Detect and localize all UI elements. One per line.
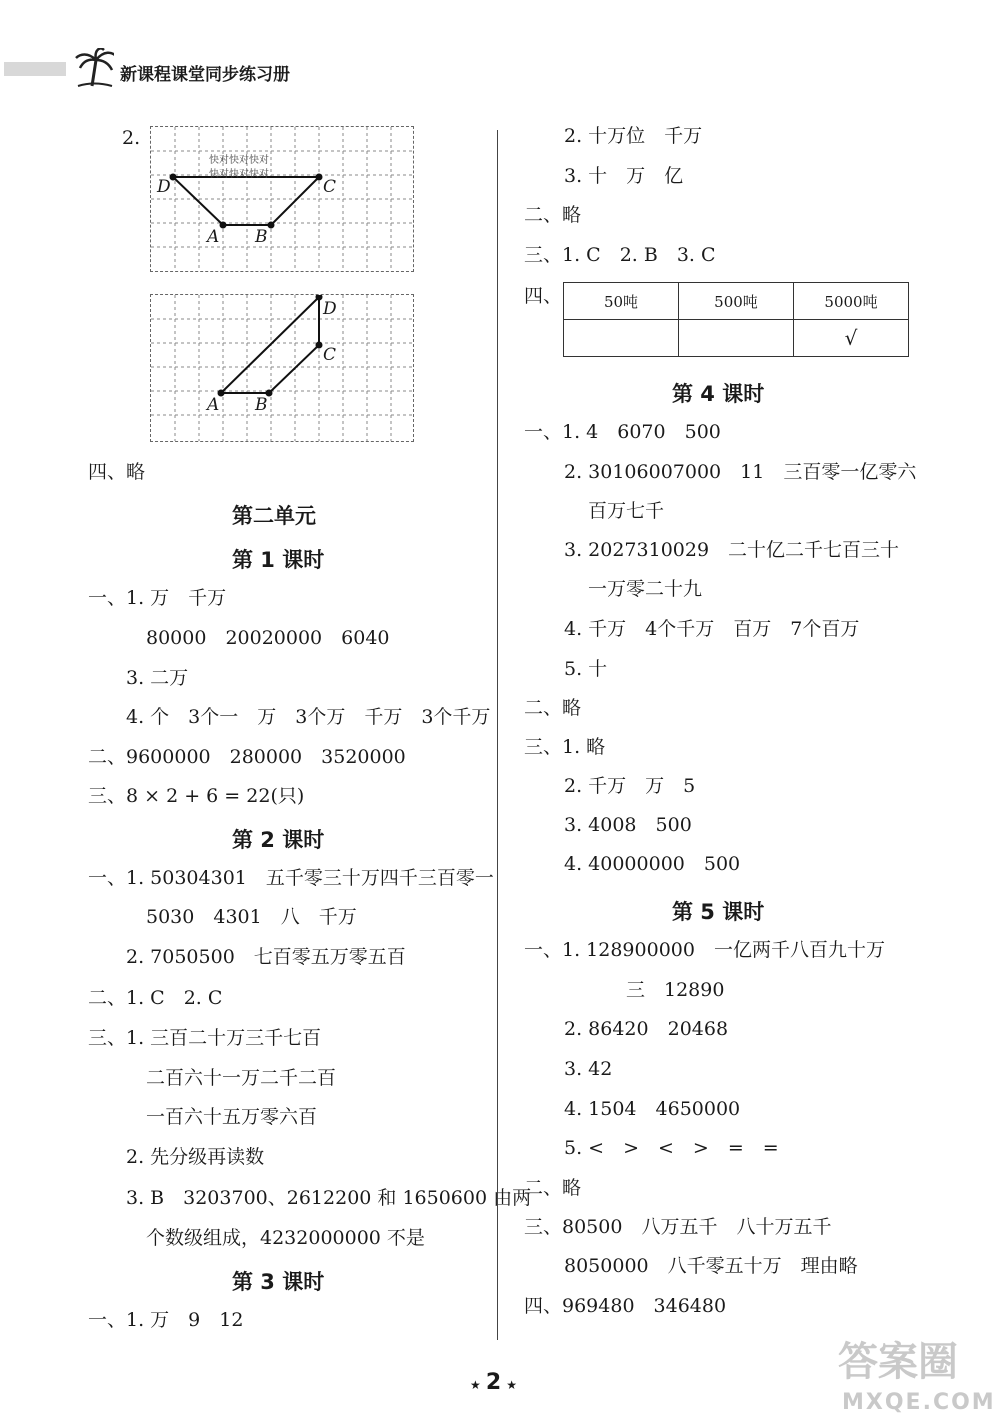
answer-line: 4. 1504 4650000 [564, 1098, 741, 1120]
grid-figure-1 [150, 126, 414, 272]
lesson-heading: 第 2 课时 [232, 828, 325, 852]
answer-line: 三、1. 三百二十万三千七百 [88, 1027, 322, 1049]
table-cell [564, 320, 679, 357]
answer-line: 二百六十一万二千二百 [146, 1067, 337, 1089]
column-divider [497, 130, 498, 1340]
answer-line: 四、略 [88, 461, 146, 483]
header-title: 新课程课堂同步练习册 [120, 65, 290, 85]
lesson-heading: 第 3 课时 [232, 1270, 325, 1294]
page-number-value: 2 [485, 1370, 502, 1395]
answer-line: 2. 先分级再读数 [126, 1146, 265, 1168]
answer-line: 一百六十五万零六百 [146, 1106, 318, 1128]
answer-line: 3. 42 [564, 1058, 613, 1080]
table-cell-check: √ [794, 320, 909, 357]
answer-line: 2. 千万 万 5 [564, 775, 696, 797]
answer-line: 二、略 [524, 697, 582, 719]
answer-line: 2. 86420 20468 [564, 1018, 729, 1040]
answer-line: 一、1. 50304301 五千零三十万四千三百零一 [88, 867, 494, 889]
answer-line: 四、 [524, 285, 563, 307]
answer-line: 二、9600000 280000 3520000 [88, 746, 406, 768]
answer-line: 5. 十 [564, 658, 608, 680]
answer-line: 4. 千万 4个千万 百万 7个百万 [564, 618, 860, 640]
answer-line: 80000 20020000 6040 [146, 627, 390, 649]
watermark-url: MXQE.COM [842, 1390, 996, 1415]
answer-line: 二、略 [524, 1177, 582, 1199]
table-row [564, 320, 909, 357]
fig1-note-1: 快对快对快对 [209, 155, 269, 166]
answer-line: 3. 十 万 亿 [564, 165, 684, 187]
answer-line: 3. B 3203700、2612200 和 1650600 由两 [126, 1187, 532, 1209]
grid-figure-2 [150, 294, 414, 442]
answer-line: 2. 十万位 千万 [564, 125, 703, 147]
fig1-note-2: 快对快对快对 [209, 169, 269, 180]
fig1-label-d: D [157, 177, 171, 197]
answer-line: 个数级组成，4232000000 不是 [146, 1227, 425, 1249]
answer-table [563, 282, 909, 357]
answer-line: 一、1. 万 千万 [88, 587, 227, 609]
answer-line: 一、1. 万 9 12 [88, 1309, 244, 1331]
answer-line: 4. 40000000 500 [564, 853, 741, 875]
answer-line: 百万七千 [588, 500, 665, 522]
answer-line: 三 12890 [626, 979, 725, 1001]
table-header-cell: 5000吨 [794, 283, 909, 320]
fig2-label-c: C [323, 345, 337, 365]
fig2-label-a: A [207, 395, 220, 415]
answer-line: 8050000 八千零五十万 理由略 [564, 1255, 858, 1277]
header-logo-icon [4, 48, 114, 92]
answer-line: 3. 4008 500 [564, 814, 692, 836]
answer-line: 三、1. C 2. B 3. C [524, 244, 716, 266]
table-header-row [564, 283, 909, 320]
answer-line: 5030 4301 八 千万 [146, 906, 357, 928]
answer-line: 四、969480 346480 [524, 1295, 727, 1317]
star-icon: ★ [506, 1378, 518, 1392]
table-header-cell: 50吨 [564, 283, 679, 320]
watermark-logo: 答案圈 [838, 1339, 958, 1385]
star-icon: ★ [470, 1378, 481, 1392]
answer-line: 3. 二万 [126, 667, 189, 689]
answer-line: 5. < > < > = = [564, 1137, 779, 1159]
answer-line: 3. 2027310029 二十亿二千七百三十 [564, 539, 900, 561]
answer-line: 一、1. 4 6070 500 [524, 421, 721, 443]
answer-line: 三、1. 略 [524, 736, 606, 758]
answer-line: 一万零二十九 [588, 578, 703, 600]
answer-line: 三、80500 八万五千 八十万五千 [524, 1216, 832, 1238]
lesson-heading: 第 1 课时 [232, 548, 325, 572]
answer-line: 三、8 × 2 + 6 = 22(只) [88, 785, 305, 807]
fig2-label-b: B [255, 395, 268, 415]
answer-line: 二、略 [524, 204, 582, 226]
answer-line: 2. 7050500 七百零五万零五百 [126, 946, 406, 968]
page-number [470, 1370, 517, 1395]
answer-line: 2. 30106007000 11 三百零一亿零六 [564, 461, 917, 483]
fig2-label-d: D [323, 299, 337, 319]
answer-line: 4. 个 3个一 万 3个万 千万 3个千万 [126, 706, 491, 728]
fig1-label-c: C [323, 177, 337, 197]
unit-heading: 第二单元 [232, 504, 316, 528]
answer-line: 一、1. 128900000 一亿两千八百九十万 [524, 939, 885, 961]
table-header-cell: 500吨 [679, 283, 794, 320]
q2-label: 2. [122, 127, 141, 149]
table-cell [679, 320, 794, 357]
answer-line: 二、1. C 2. C [88, 987, 223, 1009]
lesson-heading: 第 4 课时 [672, 382, 765, 406]
fig1-label-a: A [207, 227, 220, 247]
fig1-label-b: B [255, 227, 268, 247]
lesson-heading: 第 5 课时 [672, 900, 765, 924]
